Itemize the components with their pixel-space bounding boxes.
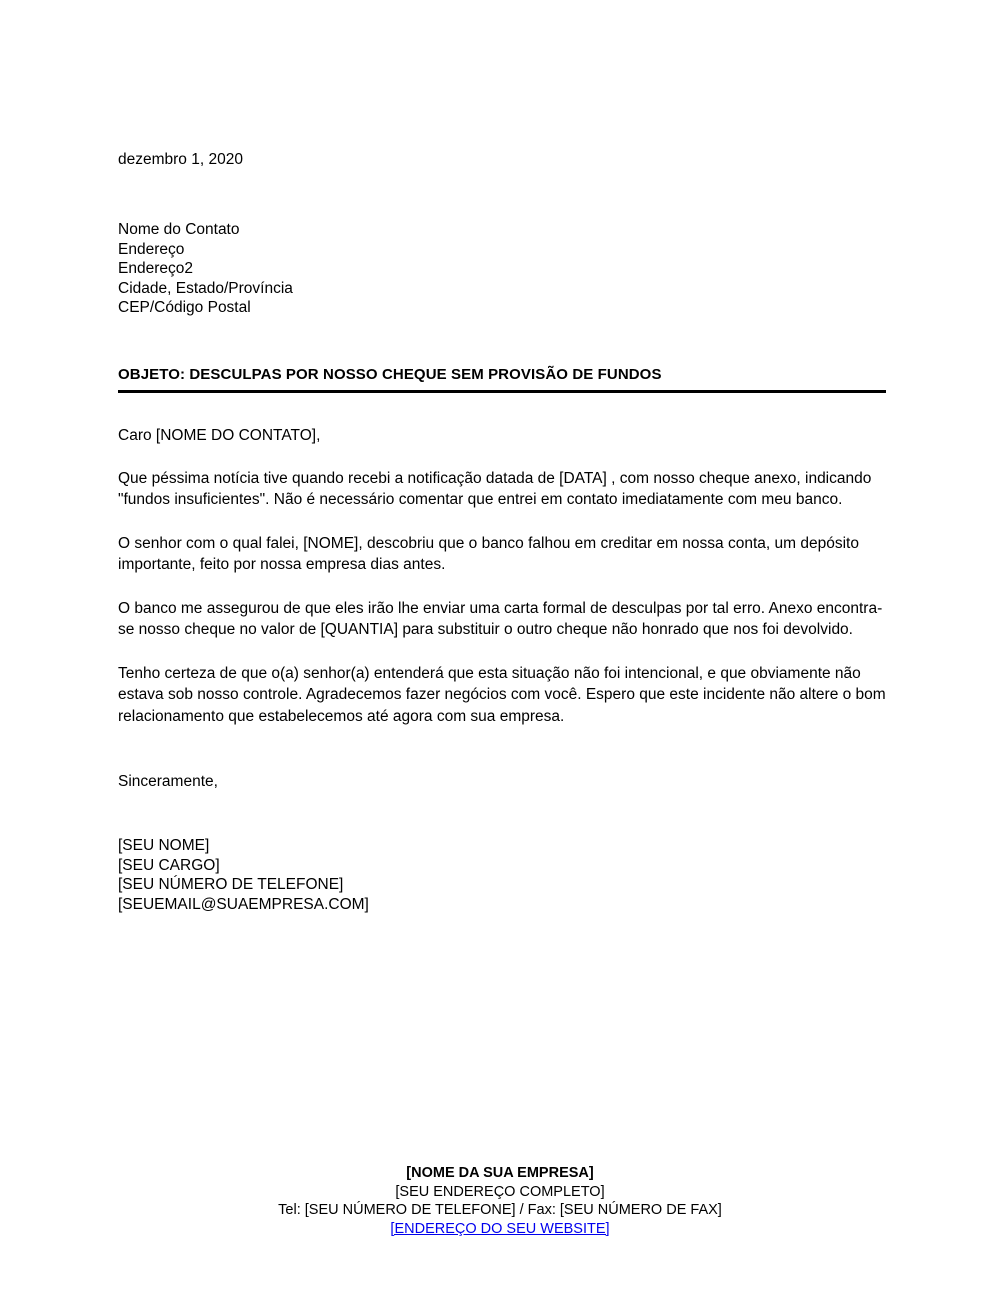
address-line: Cidade, Estado/Província — [118, 279, 293, 297]
body-paragraph-1: Que péssima notícia tive quando recebi a notificação datada de [DATA] , com nosso cheque anexo, indicando "fundos insuficientes". Não é necessário comentar que entrei em contato imediatamente com meu banco. — [118, 469, 872, 508]
signature-line-name: [SEU NOME] — [118, 837, 210, 854]
footer-website-line — [0, 1220, 1000, 1239]
footer-company-address: [SEU ENDEREÇO COMPLETO] — [395, 1183, 605, 1200]
page-footer — [0, 1164, 1000, 1238]
salutation: Caro [NOME DO CONTATO], — [118, 426, 321, 444]
letter-body — [118, 150, 886, 914]
recipient-address-block — [118, 220, 886, 318]
footer-company-contact: Tel: [SEU NÚMERO DE TELEFONE] / Fax: [SEU NÚMERO DE FAX] — [278, 1202, 722, 1218]
footer-company-name: [NOME DA SUA EMPRESA] — [406, 1165, 594, 1181]
subject-line: OBJETO: DESCULPAS POR NOSSO CHEQUE SEM PROVISÃO DE FUNDOS — [118, 365, 662, 383]
body-paragraph-3: O banco me assegurou de que eles irão lhe enviar uma carta formal de desculpas por tal erro. Anexo encontra-se nosso cheque no valor de [QUANTIA] para substituir o outro cheque não honrado que nos foi devolvido. — [118, 599, 883, 638]
signature-line-email: [SEUEMAIL@SUAEMPRESA.COM] — [118, 895, 369, 913]
signature-line-title: [SEU CARGO] — [118, 856, 220, 874]
body-paragraph-4: Tenho certeza de que o(a) senhor(a) entenderá que esta situação não foi intencional, e que obviamente não estava sob nosso controle. Agradecemos fazer negócios com você. Espero que este incidente não altere o bom relacionamento que estabelecemos até agora com sua empresa. — [118, 664, 886, 725]
signature-block — [118, 792, 886, 914]
body-paragraph-2: O senhor com o qual falei, [NOME], descobriu que o banco falhou em creditar em nossa conta, um depósito importante, feito por nossa empresa dias antes. — [118, 534, 859, 573]
address-subject-spacer — [118, 318, 886, 366]
letter-date: dezembro 1, 2020 — [118, 151, 243, 168]
closing-salutation: Sinceramente, — [118, 773, 218, 790]
signature-line-phone: [SEU NÚMERO DE TELEFONE] — [118, 876, 344, 893]
address-line: Endereço — [118, 240, 185, 258]
date-address-spacer — [118, 170, 886, 220]
address-line: Endereço2 — [118, 260, 193, 277]
footer-website-link[interactable]: [ENDEREÇO DO SEU WEBSITE] — [390, 1220, 610, 1237]
address-line: Nome do Contato — [118, 221, 240, 238]
address-line: CEP/Código Postal — [118, 299, 251, 316]
